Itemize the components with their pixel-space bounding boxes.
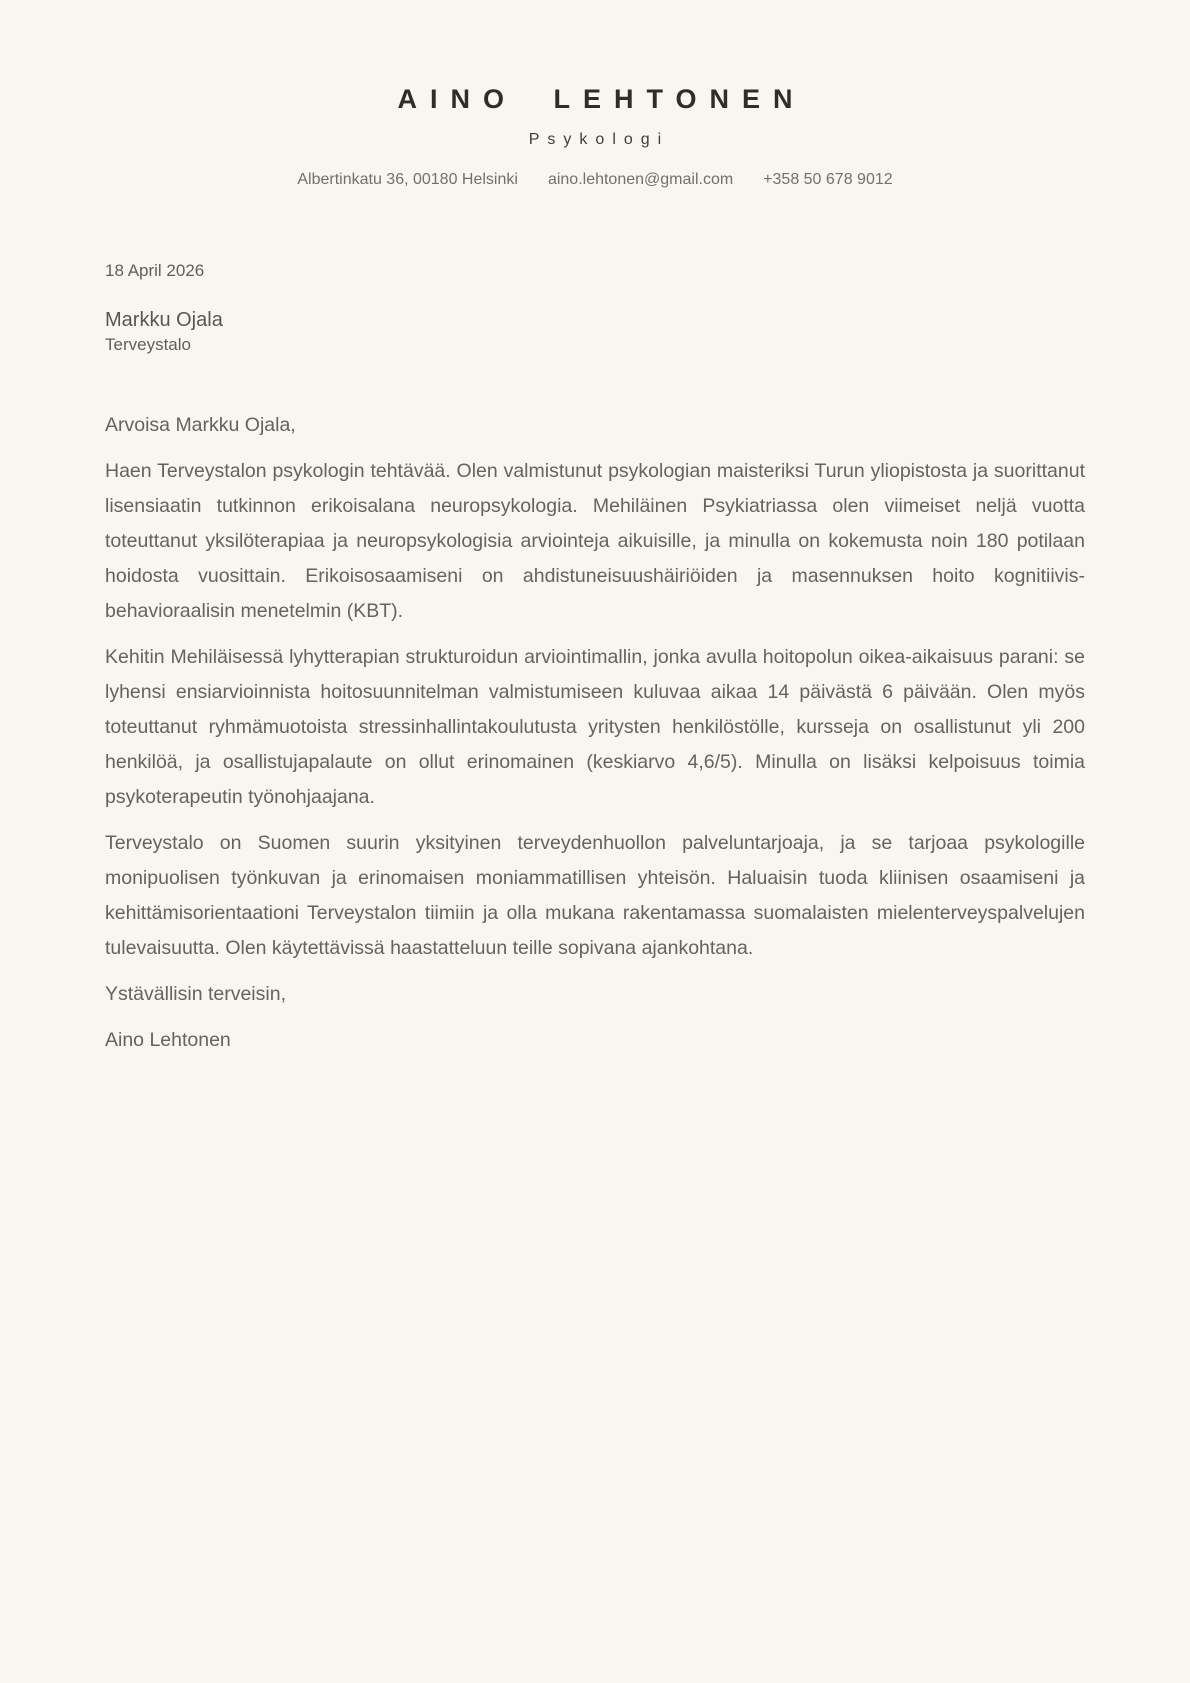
contact-email: aino.lehtonen@gmail.com: [547, 171, 734, 188]
letter-date: 18 April 2026: [105, 261, 205, 280]
recipient-block: [105, 307, 1085, 356]
signature-name: Aino Lehtonen: [105, 1029, 231, 1051]
closing: Ystävällisin terveisin,: [105, 983, 286, 1005]
applicant-name: AINO LEHTONEN: [397, 84, 806, 114]
salutation: Arvoisa Markku Ojala,: [105, 414, 296, 436]
letter-header: [105, 84, 1085, 189]
letter-body: [105, 408, 1085, 1058]
contact-address: Albertinkatu 36, 00180 Helsinki: [297, 171, 518, 188]
body-paragraph: Terveystalo on Suomen suurin yksityinen terveydenhuollon palveluntarjoaja, ja se tarjoaa psykologille monipuolisen työnkuvan ja erinomaisen moniammatillisen yhteisön. Haluaisin tuoda kliinisen osaamiseni ja kehittämisorientaationi Terveystalon tiimiin ja olla mukana rakentamassa suomalaisten mielenterveyspalvelujen tulevaisuutta. Olen käytettävissä haastatteluun teille sopivana ajankohtana.: [105, 832, 1085, 959]
contact-row: [105, 171, 1085, 189]
applicant-title: Psykologi: [528, 131, 670, 148]
contact-phone: +358 50 678 9012: [763, 171, 893, 188]
body-paragraph: Kehitin Mehiläisessä lyhytterapian strukturoidun arviointimallin, jonka avulla hoitopolun oikea-aikaisuus parani: se lyhensi ensiarvioinnista hoitosuunnitelman valmistumiseen kuluvaa aikaa 14 päivästä 6 päivään. Olen myös toteuttanut ryhmämuotoista stressinhallintakoulutusta yritysten henkilöstölle, kursseja on osallistunut yli 200 henkilöä, ja osallistujapalaute on ollut erinomainen (keskiarvo 4,6/5). Minulla on lisäksi kelpoisuus toimia psykoterapeutin työnohjaajana.: [105, 646, 1085, 808]
recipient-company: Terveystalo: [105, 335, 191, 354]
body-paragraph: Haen Terveystalon psykologin tehtävää. Olen valmistunut psykologian maisteriksi Turun yliopistosta ja suorittanut lisensiaatin tutkinnon erikoisalana neuropsykologia. Mehiläinen Psykiatriassa olen viimeiset neljä vuotta toteuttanut yksilöterapiaa ja neuropsykologisia arviointeja aikuisille, ja minulla on kokemusta noin 180 potilaan hoidosta vuosittain. Erikoisosaamiseni on ahdistuneisuushäiriöiden ja masennuksen hoito kognitiivis-behavioraalisin menetelmin (KBT).: [105, 460, 1085, 622]
letter-meta: [105, 261, 1085, 356]
recipient-name: Markku Ojala: [105, 309, 223, 331]
